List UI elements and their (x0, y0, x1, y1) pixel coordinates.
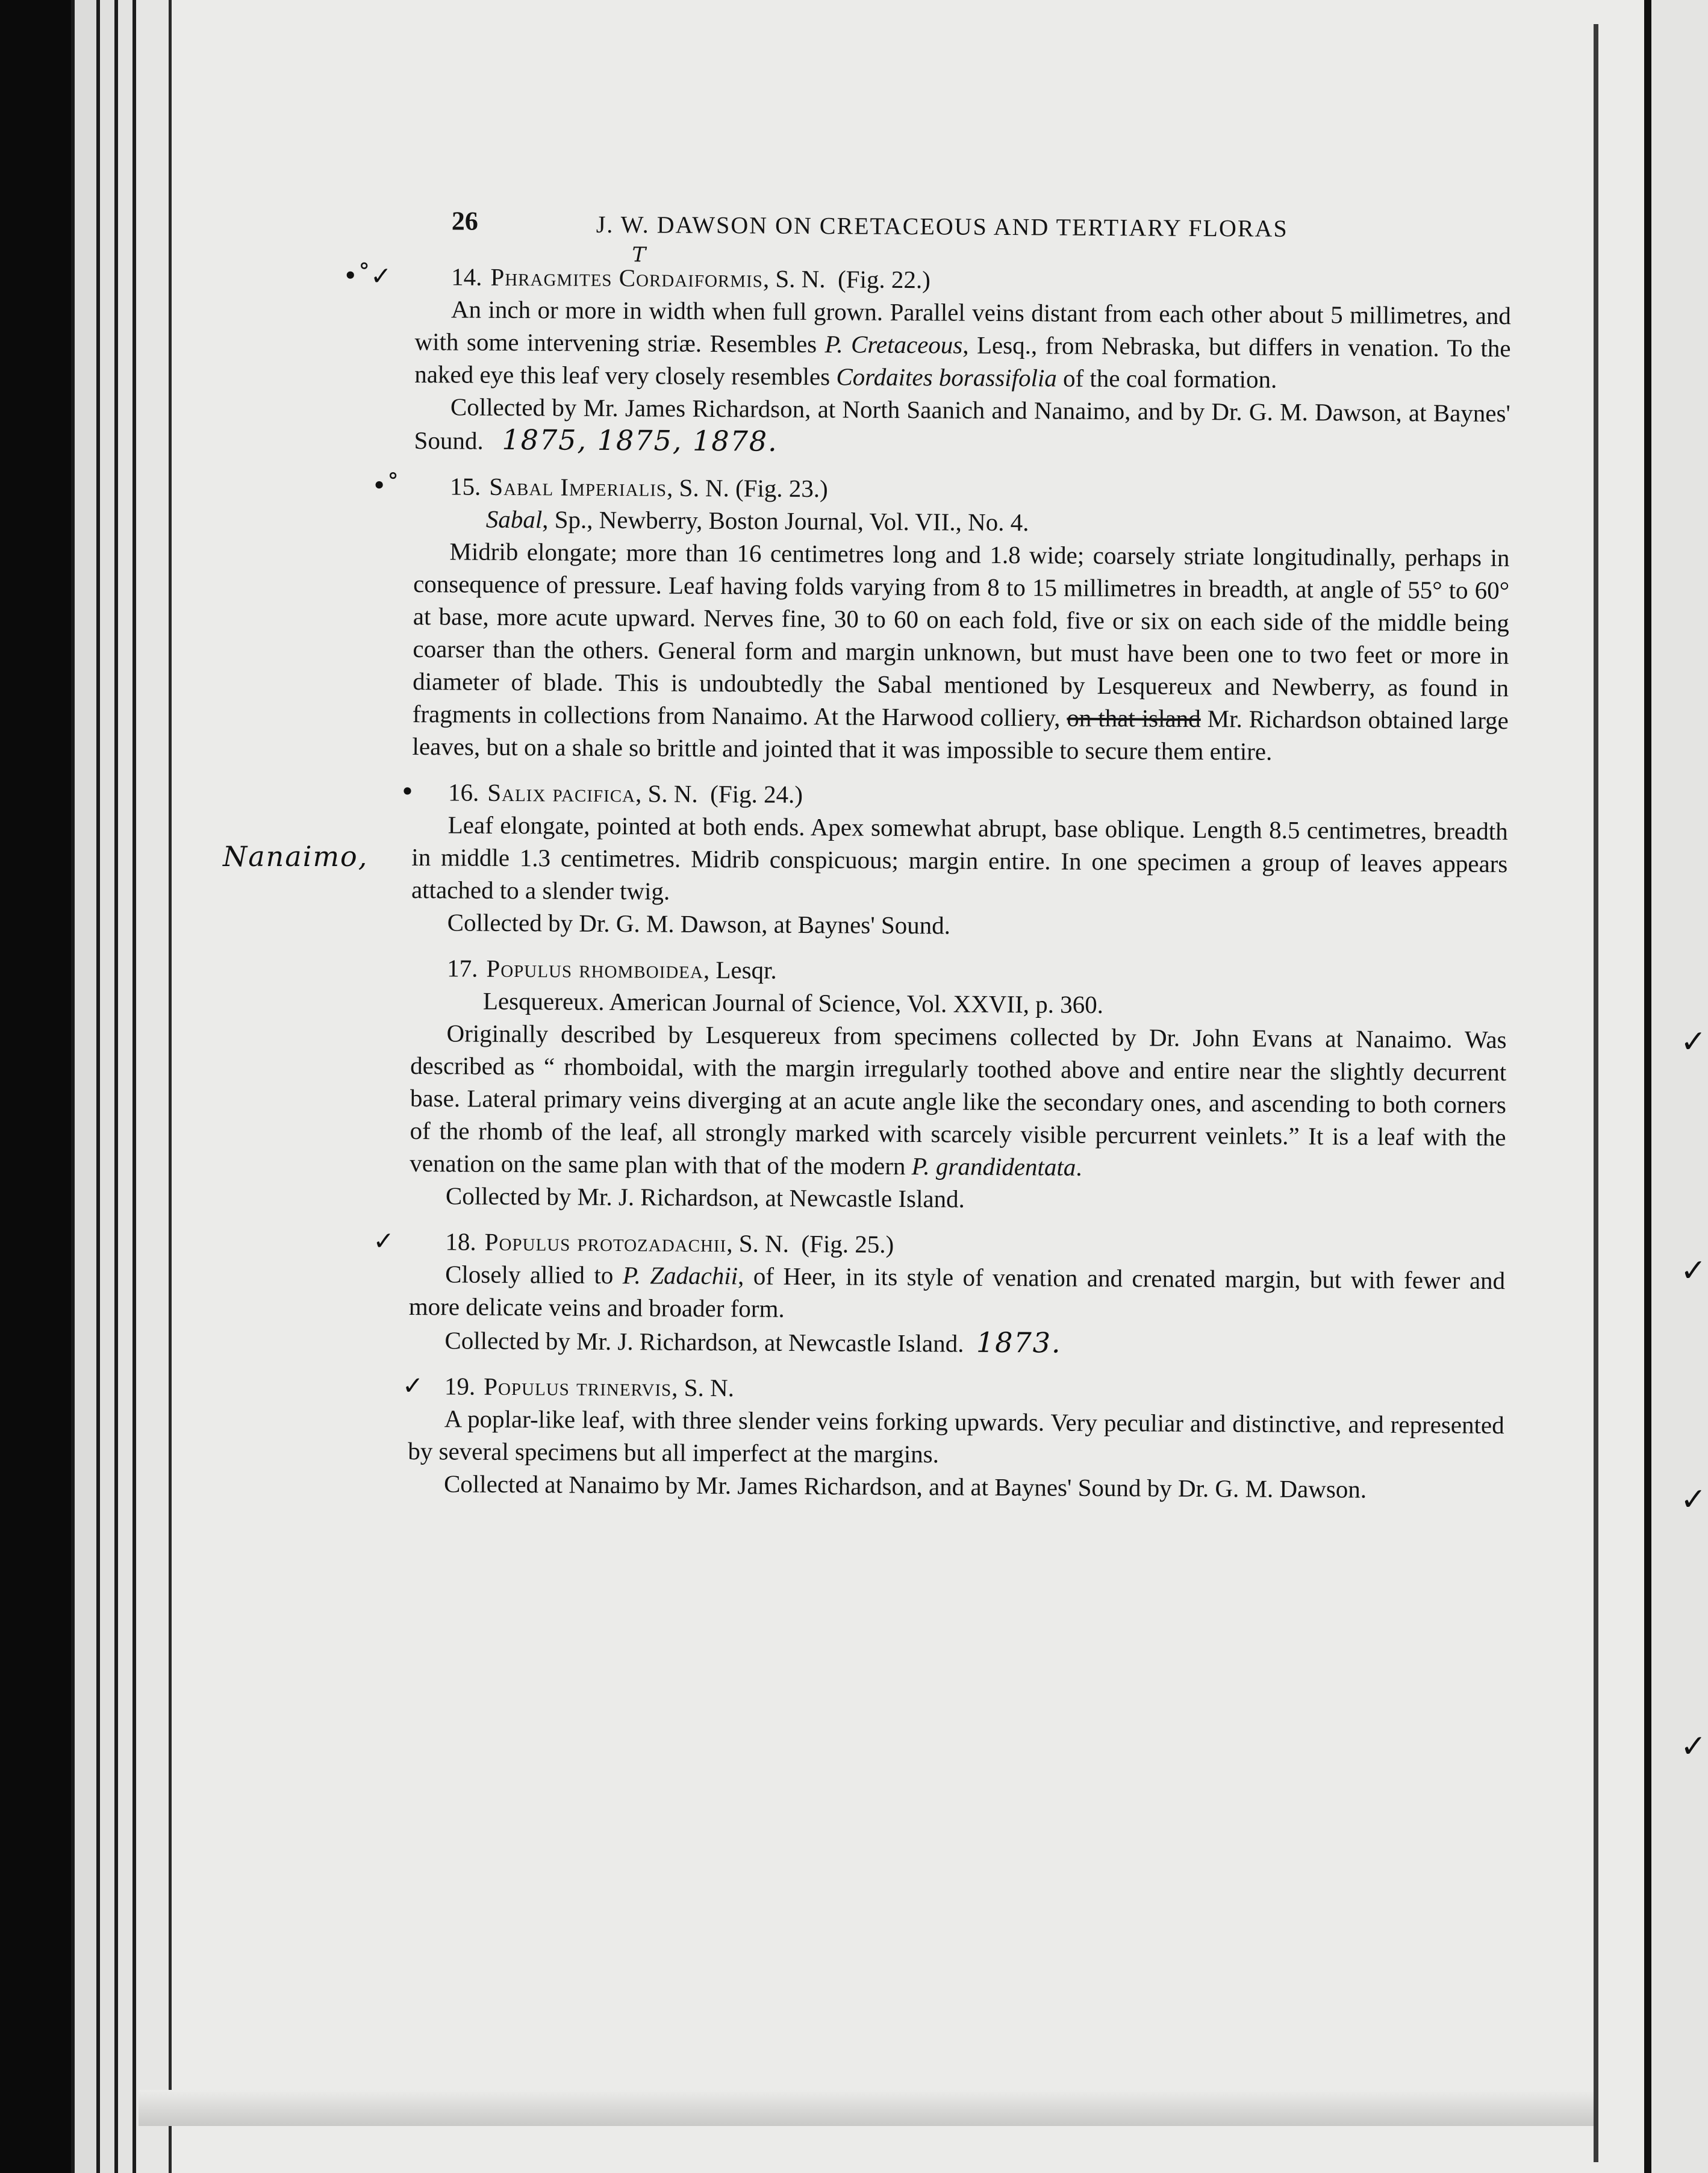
scan-dark-margin (0, 0, 71, 2173)
page-text (343, 205, 1512, 1506)
figure-reference: (Fig. 22.) (837, 265, 930, 294)
page-edge-layer (132, 0, 172, 2173)
species-entry-15 (372, 470, 1510, 769)
figure-reference: (Fig. 23.) (735, 474, 828, 503)
entry-number: 15. (450, 472, 481, 500)
handwritten-date: 1873. (976, 1326, 1062, 1359)
species-authority: , S. N. (762, 264, 826, 293)
species-authority: , S. N. (635, 779, 698, 808)
running-title: J. W. DAWSON ON CRETACEOUS AND TERTIARY FLORAS (596, 210, 1288, 242)
pencil-check-mark: ✓ (402, 1370, 424, 1401)
species-entry-14 (343, 243, 1512, 463)
species-entry-19 (402, 1370, 1504, 1506)
species-entry-17 (410, 952, 1507, 1218)
pencil-mark: •˚ (372, 470, 400, 500)
entry-heading (399, 776, 1508, 815)
facing-page-edge (1644, 0, 1708, 2173)
species-entry-16 (399, 776, 1509, 945)
facing-page-check-mark: ✓ (1680, 1482, 1707, 1518)
facing-page-check-mark: ✓ (1680, 1024, 1707, 1060)
collection-note: Collected by Mr. J. Richardson, at Newcastle Island. (445, 1182, 965, 1213)
description: A poplar-like leaf, with three slender veins forking upwards. Very peculiar and distinctive, and represented by several specimens but all imperfect at the margins. (408, 1404, 1504, 1468)
pencil-mark: • (399, 776, 415, 807)
figure-reference: (Fig. 24.) (710, 780, 803, 808)
species-name: Salix pacifica (487, 778, 636, 808)
description: Originally described by Lesquereux from specimens collected by Dr. John Evans at Nanaimo. Was described as “ rhomboidal, with the margin irregularly toothed above and entire near the slightly decurrent base. Lateral primary veins diverging at an acute angle like the secondary ones, and ascending to both corners of the rhomb of the leaf, all strongly marked with scarcely visible percurrent veinlets.” It is a leaf with the venation on the same plan with that of the modern P. grandidentata. (410, 1019, 1507, 1181)
entry-number: 17. (447, 954, 478, 982)
page-number: 26 (451, 206, 478, 236)
collection-note: Collected at Nanaimo by Mr. James Richardson, and at Baynes' Sound by Dr. G. M. Dawson. (443, 1470, 1367, 1503)
handwritten-insertion: T (632, 243, 647, 267)
literature-reference: Sabal, Sp., Newberry, Boston Journal, Vol. VII., No. 4. (485, 505, 1029, 537)
facing-page-check-mark: ✓ (1680, 1729, 1707, 1765)
species-name: Populus rhomboidea (486, 954, 704, 984)
collection-note: Collected by Dr. G. M. Dawson, at Baynes' Sound. (447, 908, 951, 940)
handwritten-dates: 1875, 1875, 1878. (502, 423, 778, 458)
gutter-line (1594, 24, 1598, 2162)
entry-heading (343, 243, 1511, 299)
species-authority: , S. N. (672, 1373, 735, 1402)
facing-page-check-mark: ✓ (1680, 1253, 1707, 1289)
entry-heading (411, 952, 1507, 991)
species-name: Phragmites Cordaiformis (490, 263, 764, 293)
species-name: Populus trinervis (484, 1372, 672, 1401)
entry-heading (402, 1370, 1504, 1409)
description: Closely allied to P. Zadachii, of Heer, in its style of venation and crenated margin, but with fewer and more delicate veins and broader form. (408, 1260, 1506, 1323)
literature-reference: Lesquereux. American Journal of Science, Vol. XXVII, p. 360. (482, 987, 1104, 1019)
species-authority: , Lesqr. (703, 955, 777, 984)
handwritten-margin-note: Nanaimo, (223, 840, 369, 873)
pencil-mark: ✓ (373, 1226, 394, 1256)
entry-number: 19. (444, 1372, 476, 1400)
species-name: Sabal Imperialis (489, 472, 667, 502)
description: Leaf elongate, pointed at both ends. Apex somewhat abrupt, base oblique. Length 8.5 centimetres, breadth in middle 1.3 centimetres. Midrib conspicuous; margin entire. In one specimen a group of leaves appears attached to a slender twig. (411, 811, 1508, 905)
collection-note: Collected by Mr. J. Richardson, at Newcastle Island. 1873. (444, 1326, 1062, 1359)
entry-number: 16. (447, 778, 479, 806)
species-entry-18 (373, 1225, 1506, 1363)
description: An inch or more in width when full grown. Parallel veins distant from each other about 5 millimetres, and with some intervening striæ. Resembles P. Cretaceous, Lesq., from Nebraska, but differs in venation. To the naked eye this leaf very closely resembles Cordaites borassifolia of the coal formation. (414, 295, 1512, 393)
entry-heading (373, 1225, 1505, 1264)
entry-number: 14. (451, 263, 482, 291)
entry-heading (372, 470, 1510, 509)
figure-reference: (Fig. 25.) (801, 1229, 894, 1258)
description: Midrib elongate; more than 16 centimetres long and 1.8 wide; coarsely striate longitudinally, perhaps in consequence of pressure. Leaf having folds varying from 8 to 15 millimetres in breadth, at angle of 55° to 60° at base, more acute upward. Nerves fine, 30 to 60 on each fold, five or six on each side of the middle being coarser than the others. General form and margin unknown, but must have been one to two feet or more in diameter of blade. This is undoubtedly the Sabal mentioned by Lesquereux and Newberry, as found in fragments in collections from Nanaimo. At the Harwood colliery, on that island Mr. Richardson obtained large leaves, but on a shale so brittle and jointed that it was impossible to secure them entire. (412, 537, 1510, 765)
pencil-mark: •˚✓ (343, 261, 392, 291)
struck-text: on that island (1067, 703, 1201, 732)
running-head (416, 205, 1512, 254)
collection-note: Collected by Mr. James Richardson, at North Saanich and Nanaimo, and by Dr. G. M. Dawson, at Baynes' Sound. 1875, 1875, 1878. (414, 393, 1511, 458)
species-authority: , S. N. (666, 473, 729, 502)
entry-number: 18. (445, 1227, 476, 1256)
page-bottom-shadow (139, 2090, 1596, 2126)
species-name: Populus protozadachii (484, 1227, 727, 1258)
species-authority: , S. N. (726, 1229, 790, 1258)
